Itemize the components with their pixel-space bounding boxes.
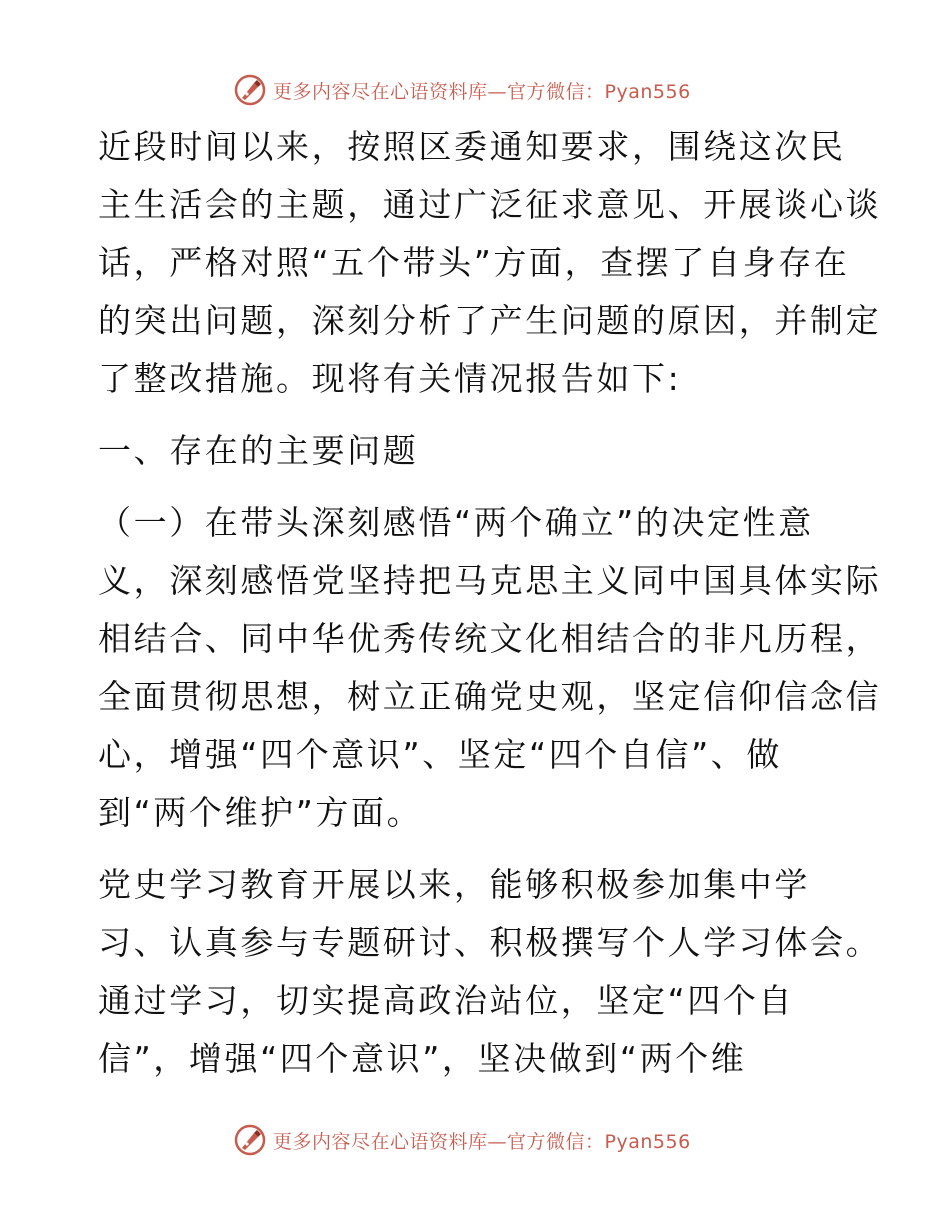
watermark-separator: —: [487, 80, 508, 103]
watermark-site: 更多内容尽在心语资料库: [273, 1130, 488, 1153]
subsection-paragraph: [98, 494, 882, 842]
watermark-wechat: 官方微信：Pyan556: [507, 1130, 691, 1153]
text-line: 义，深刻感悟党坚持把马克思主义同中国具体实际: [98, 561, 882, 600]
section-heading: 一、存在的主要问题: [98, 431, 419, 470]
text-line: 心，增强“四个意识”、坚定“四个自信”、做: [98, 735, 782, 774]
text-line: 了整改措施。现将有关情况报告如下:: [98, 359, 682, 398]
pen-nib-logo-icon: [233, 1123, 267, 1157]
text-line: （一）在带头深刻感悟“两个确立”的决定性意: [98, 503, 814, 542]
text-line: 全面贯彻思想，树立正确党史观，坚定信仰信念信: [98, 677, 882, 716]
watermark-text: [273, 1127, 691, 1154]
study-paragraph: [98, 856, 882, 1088]
text-line: 话，严格对照“五个带头”方面，查摆了自身存在: [98, 243, 850, 282]
text-line: 的突出问题，深刻分析了产生问题的原因，并制定: [98, 301, 882, 340]
watermark-header: [233, 72, 713, 108]
document-body: [98, 118, 882, 1088]
text-line: 主生活会的主题，通过广泛征求意见、开展谈心谈: [98, 185, 882, 224]
pen-nib-logo-icon: [233, 73, 267, 107]
text-line: 习、认真参与专题研讨、积极撰写个人学习体会。: [98, 923, 882, 962]
text-line: 信”，增强“四个意识”，坚决做到“两个维: [98, 1039, 747, 1078]
intro-paragraph: [98, 118, 882, 408]
watermark-separator: —: [487, 1130, 508, 1153]
watermark-wechat: 官方微信：Pyan556: [507, 80, 691, 103]
text-line: 相结合、同中华优秀传统文化相结合的非凡历程，: [98, 619, 882, 658]
watermark-text: [273, 77, 691, 104]
text-line: 党史学习教育开展以来，能够积极参加集中学: [98, 865, 810, 904]
text-line: 近段时间以来，按照区委通知要求，围绕这次民: [98, 127, 846, 166]
text-line: 到“两个维护”方面。: [98, 793, 423, 832]
text-line: 通过学习，切实提高政治站位，坚定“四个自: [98, 981, 795, 1020]
watermark-footer: [233, 1122, 713, 1158]
watermark-site: 更多内容尽在心语资料库: [273, 80, 488, 103]
